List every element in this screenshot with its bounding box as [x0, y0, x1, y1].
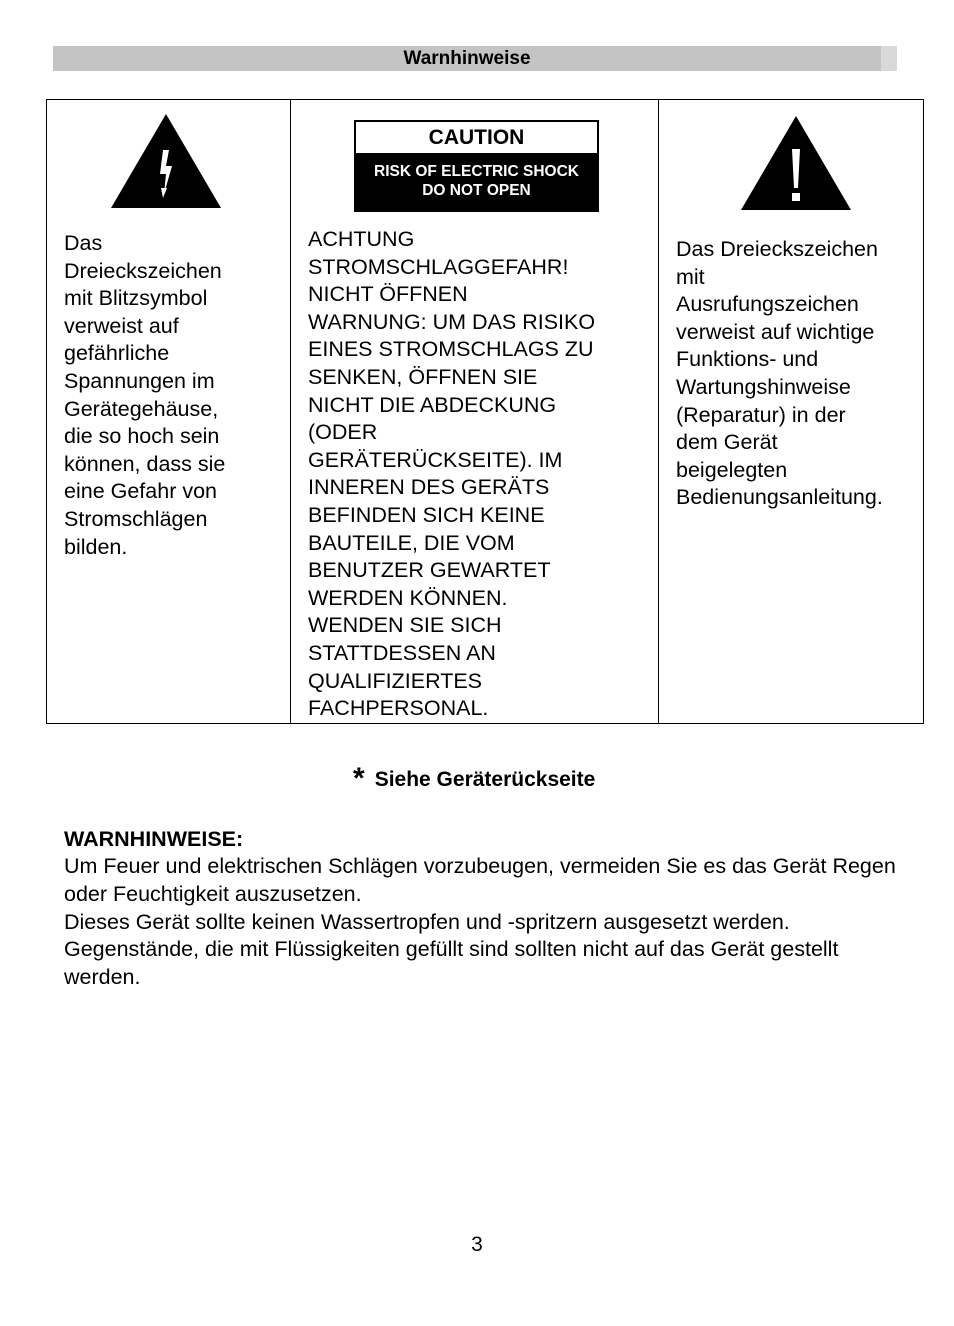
exclamation-warning-triangle-icon: [741, 116, 851, 210]
lightning-symbol-cell: [47, 100, 291, 723]
warning-paragraph: Dieses Gerät sollte keinen Wassertropfen und -spritzern ausgesetzt werden. Gegenstände, die mit Flüssigkeiten gefüllt sind sollten nicht auf das Gerät gestellt werden.: [64, 909, 839, 990]
rear-panel-note-text: Siehe Geräterückseite: [374, 768, 596, 791]
lightning-warning-triangle-icon: [111, 114, 221, 208]
caution-label-cell: [291, 100, 659, 723]
caution-description: ACHTUNG STROMSCHLAGGEFAHR! NICHT ÖFFNEN WARNUNG: UM DAS RISIKO EINES STROMSCHLAGS ZU SENKEN, ÖFFNEN SIE NICHT DIE ABDECKUNG (ODER GERÄTERÜCKSEITE). IM INNEREN DES GERÄTS BEFINDEN SICH KEINE BAUTEILE, DIE VOM BENUTZER GEWARTET WERDEN KÖNNEN. WENDEN SIE SICH STATTDESSEN AN QUALIFIZIERTES FACHPERSONAL.: [308, 227, 596, 721]
caution-label: [354, 120, 599, 212]
page-number: 3: [471, 1233, 483, 1256]
section-header: Warnhinweise: [53, 46, 897, 71]
exclamation-symbol-cell: [659, 100, 923, 723]
warnings-body: [64, 853, 904, 992]
warning-symbols-table: [46, 99, 924, 724]
caution-label-subtitle: RISK OF ELECTRIC SHOCK DO NOT OPEN: [356, 153, 597, 210]
lightning-symbol-description: Das Dreieckszeichen mit Blitzsymbol verweist auf gefährliche Spannungen im Gerätegehäuse, die so hoch sein können, dass sie eine Gefahr von Stromschlägen bilden.: [64, 231, 226, 559]
caution-label-title: CAUTION: [428, 126, 525, 149]
rear-panel-note: [353, 762, 595, 796]
asterisk-icon: *: [353, 762, 365, 795]
warnings-heading: WARNHINWEISE:: [64, 827, 244, 851]
exclamation-symbol-description: Das Dreieckszeichen mit Ausrufungszeichen verweist auf wichtige Funktions- und Wartungshinweise (Reparatur) in der dem Gerät beigelegten Bedienungsanleitung.: [676, 237, 883, 510]
warning-paragraph: Um Feuer und elektrischen Schlägen vorzubeugen, vermeiden Sie es das Gerät Regen oder Feuchtigkeit auszusetzen.: [64, 854, 896, 906]
